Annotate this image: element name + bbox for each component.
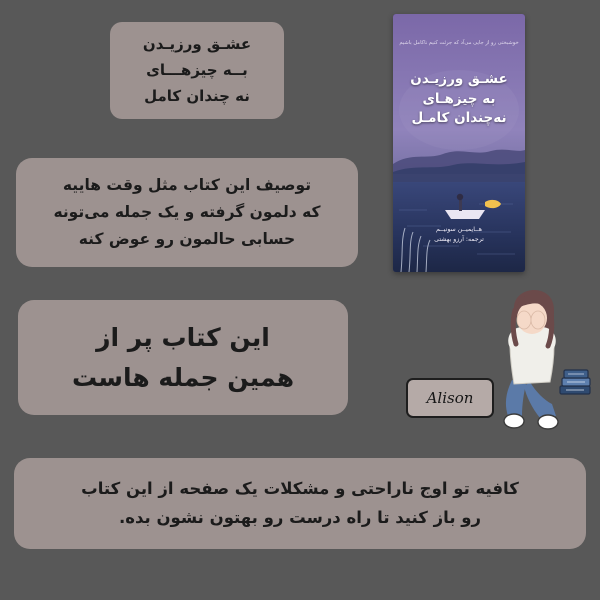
bubble-line: همین جمله هاست xyxy=(71,362,295,392)
bubble-line: عشـق ورزیـدن xyxy=(142,35,252,53)
book-cover-topline: خوشبختی رو از جایی می‌آد که جرئت کنیم ناکامل باشیم xyxy=(399,40,519,46)
book-cover-author-block xyxy=(393,225,525,246)
book-cover-author: هــایمیــن سونیــم xyxy=(436,225,482,233)
bubble-line: حسابی حالمون رو عوض کنه xyxy=(78,229,296,248)
book-cover-title xyxy=(393,70,525,129)
name-tag-label: Alison xyxy=(426,389,474,407)
name-tag xyxy=(406,378,494,418)
book-cover-image xyxy=(393,14,525,272)
bubble-line: کافیه تو اوج ناراحتی و مشکلات یک صفحه از این کتاب xyxy=(81,479,519,498)
bubble-line: رو باز کنید تا راه درست رو بهتون نشون بده. xyxy=(118,508,482,528)
bubble-line: که دلمون گرفته و یک جمله می‌تونه xyxy=(53,202,321,221)
book-cover-title-line: به چیزهـای xyxy=(422,90,496,107)
book-cover-title-line: عشـق ورزیـدن xyxy=(410,71,508,87)
bubble-line: توصیف این کتاب مثل وقت هاییه xyxy=(62,176,312,194)
book-cover-translator: ترجمه: آرزو بهشتی xyxy=(434,236,484,244)
bubble-line: بــه چیزهـــای xyxy=(146,60,248,79)
book-cover-title-line: نه‌چندان کامـل xyxy=(411,110,507,127)
description-bubble xyxy=(16,158,358,267)
advice-bubble xyxy=(14,458,586,549)
bubble-line: نه چندان کامل xyxy=(144,86,250,105)
quote-title-bubble xyxy=(110,22,284,119)
books-stack-icon xyxy=(556,360,596,400)
highlight-bubble xyxy=(18,300,348,415)
bubble-line: این کتاب پر از xyxy=(96,323,270,352)
